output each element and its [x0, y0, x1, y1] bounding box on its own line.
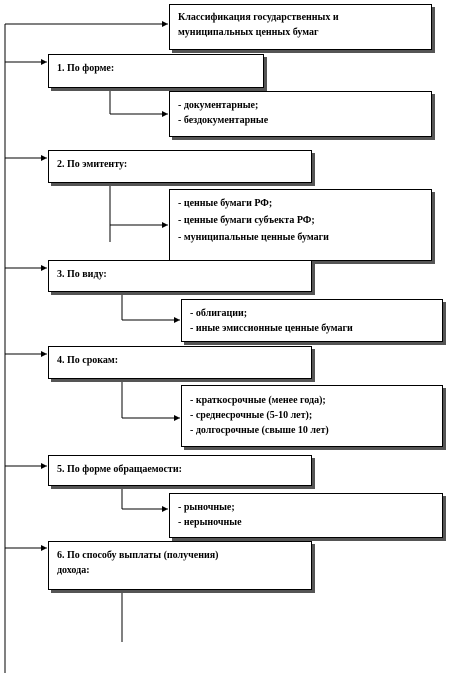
category-label: 6. По способу выплаты (получения)	[57, 550, 219, 561]
category-label: дохода:	[57, 565, 90, 576]
subitems-box-issuer	[169, 189, 432, 261]
category-label: 2. По эмитенту:	[57, 159, 128, 170]
subitems-box-term	[181, 385, 443, 447]
subitem: - ценные бумаги РФ;	[178, 198, 273, 209]
category-label: 5. По форме обращаемости:	[57, 464, 182, 475]
category-label: 4. По срокам:	[57, 355, 119, 366]
title-line: муниципальных ценных бумаг	[178, 27, 319, 38]
subitem: - среднесрочные (5-10 лет);	[190, 410, 313, 421]
subitem: - долгосрочные (свыше 10 лет)	[190, 425, 329, 436]
subitem: - муниципальные ценные бумаги	[178, 232, 329, 243]
subitems-box-form	[169, 91, 432, 137]
category-box-form	[48, 54, 264, 88]
category-box-type	[48, 260, 312, 292]
category-box-circulation	[48, 455, 312, 486]
category-box-term	[48, 346, 312, 379]
subitems-box-circulation	[169, 493, 443, 538]
subitem: - ценные бумаги субъекта РФ;	[178, 215, 315, 226]
category-box-income	[48, 541, 312, 590]
subitem: - иные эмиссионные ценные бумаги	[190, 323, 353, 334]
subitem: - бездокументарные	[178, 115, 269, 126]
category-label: 3. По виду:	[57, 269, 107, 280]
subitem: - рыночные;	[178, 502, 235, 513]
category-label: 1. По форме:	[57, 63, 115, 74]
title-line: Классификация государственных и	[178, 12, 339, 23]
subitem: - краткосрочные (менее года);	[190, 395, 326, 406]
subitems-box-type	[181, 299, 443, 342]
title-box	[169, 4, 432, 50]
subitem: - документарные;	[178, 100, 259, 111]
subitem: - облигации;	[190, 308, 248, 319]
subitem: - нерыночные	[178, 517, 242, 528]
category-box-issuer	[48, 150, 312, 183]
